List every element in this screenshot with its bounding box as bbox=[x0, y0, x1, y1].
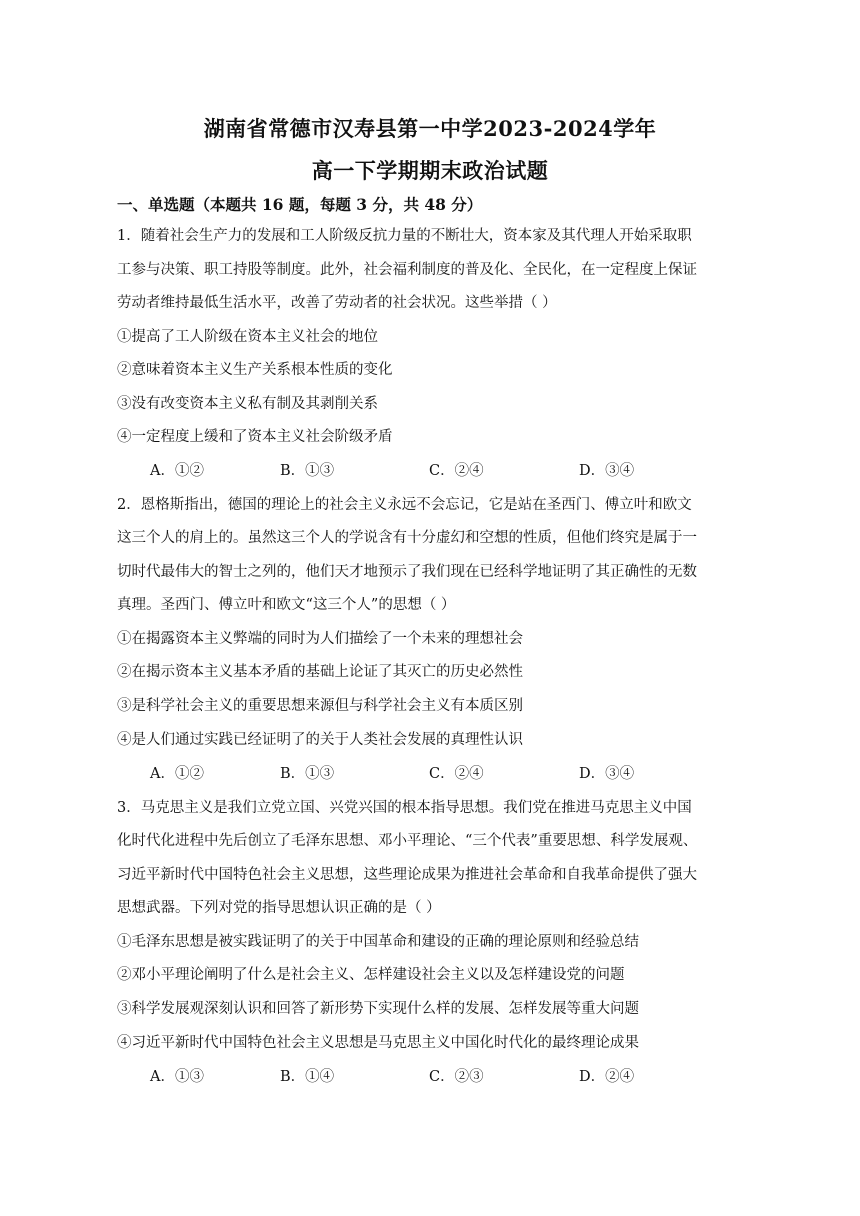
question-2-stem-line: 2．恩格斯指出，德国的理论上的社会主义永远不会忘记，它是站在圣西门、傅立叶和欧文 bbox=[117, 497, 692, 513]
question-1-option-a: A．①② bbox=[150, 463, 204, 479]
question-1-statement-1: ①提高了工人阶级在资本主义社会的地位 bbox=[117, 329, 378, 345]
question-3-option-b: B．①④ bbox=[280, 1069, 335, 1085]
question-3-option-c: C．②③ bbox=[429, 1069, 484, 1085]
question-1-statement-3: ③没有改变资本主义私有制及其剥削关系 bbox=[117, 396, 378, 412]
question-2-statement-1: ①在揭露资本主义弊端的同时为人们描绘了一个未来的理想社会 bbox=[117, 631, 523, 647]
question-3-stem-line: 3．马克思主义是我们立党立国、兴党兴国的根本指导思想。我们党在推进马克思主义中国 bbox=[117, 800, 692, 816]
question-2-stem-line: 切时代最伟大的智士之列的，他们天才地预示了我们现在已经科学地证明了其正确性的无数 bbox=[117, 564, 697, 580]
question-2-option-a: A．①② bbox=[150, 766, 204, 782]
question-2-stem-line: 这三个人的肩上的。虽然这三个人的学说含有十分虚幻和空想的性质，但他们终究是属于一 bbox=[117, 530, 697, 546]
question-2-options bbox=[150, 762, 710, 786]
question-2-statement-4: ④是人们通过实践已经证明了的关于人类社会发展的真理性认识 bbox=[117, 732, 523, 748]
question-3-stem-line: 化时代化进程中先后创立了毛泽东思想、邓小平理论、“三个代表”重要思想、科学发展观、 bbox=[117, 833, 698, 849]
exam-title-line-1: 湖南省常德市汉寿县第一中学2023-2024学年 bbox=[203, 116, 657, 141]
question-1-statement-4: ④一定程度上缓和了资本主义社会阶级矛盾 bbox=[117, 429, 393, 445]
question-1-statement-2: ②意味着资本主义生产关系根本性质的变化 bbox=[117, 362, 393, 378]
question-2-option-c: C．②④ bbox=[429, 766, 484, 782]
question-1-option-b: B．①③ bbox=[280, 463, 335, 479]
question-3-stem-line: 习近平新时代中国特色社会主义思想，这些理论成果为推进社会革命和自我革命提供了强大 bbox=[117, 867, 697, 883]
question-2-stem-line: 真理。圣西门、傅立叶和欧文“这三个人”的思想（ ） bbox=[117, 597, 456, 613]
question-1-stem-line: 劳动者维持最低生活水平，改善了劳动者的社会状况。这些举措（ ） bbox=[117, 295, 557, 311]
question-3-option-a: A．①③ bbox=[150, 1069, 204, 1085]
question-3-stem-line: 思想武器。下列对党的指导思想认识正确的是（ ） bbox=[117, 900, 441, 916]
question-2-option-d: D．③④ bbox=[579, 766, 635, 782]
question-2-statement-3: ③是科学社会主义的重要思想来源但与科学社会主义有本质区别 bbox=[117, 698, 523, 714]
exam-title-line-2: 高一下学期期末政治试题 bbox=[311, 158, 549, 183]
question-2-option-b: B．①③ bbox=[280, 766, 335, 782]
question-1-options bbox=[150, 459, 710, 483]
question-3-statement-3: ③科学发展观深刻认识和回答了新形势下实现什么样的发展、怎样发展等重大问题 bbox=[117, 1001, 639, 1017]
question-3-statement-1: ①毛泽东思想是被实践证明了的关于中国革命和建设的正确的理论原则和经验总结 bbox=[117, 934, 639, 950]
question-2-statement-2: ②在揭示资本主义基本矛盾的基础上论证了其灭亡的历史必然性 bbox=[117, 664, 523, 680]
question-3-options bbox=[150, 1065, 710, 1089]
question-3-option-d: D．②④ bbox=[579, 1069, 635, 1085]
question-1-option-d: D．③④ bbox=[579, 463, 635, 479]
question-1-stem-line: 1．随着社会生产力的发展和工人阶级反抗力量的不断壮大，资本家及其代理人开始采取职 bbox=[117, 228, 692, 244]
section-heading: 一、单选题（本题共 16 题，每题 3 分，共 48 分） bbox=[117, 195, 483, 214]
question-3-statement-4: ④习近平新时代中国特色社会主义思想是马克思主义中国化时代化的最终理论成果 bbox=[117, 1035, 639, 1051]
question-1-option-c: C．②④ bbox=[429, 463, 484, 479]
question-1-stem-line: 工参与决策、职工持股等制度。此外，社会福利制度的普及化、全民化，在一定程度上保证 bbox=[117, 262, 697, 278]
question-3-statement-2: ②邓小平理论阐明了什么是社会主义、怎样建设社会主义以及怎样建设党的问题 bbox=[117, 967, 625, 983]
